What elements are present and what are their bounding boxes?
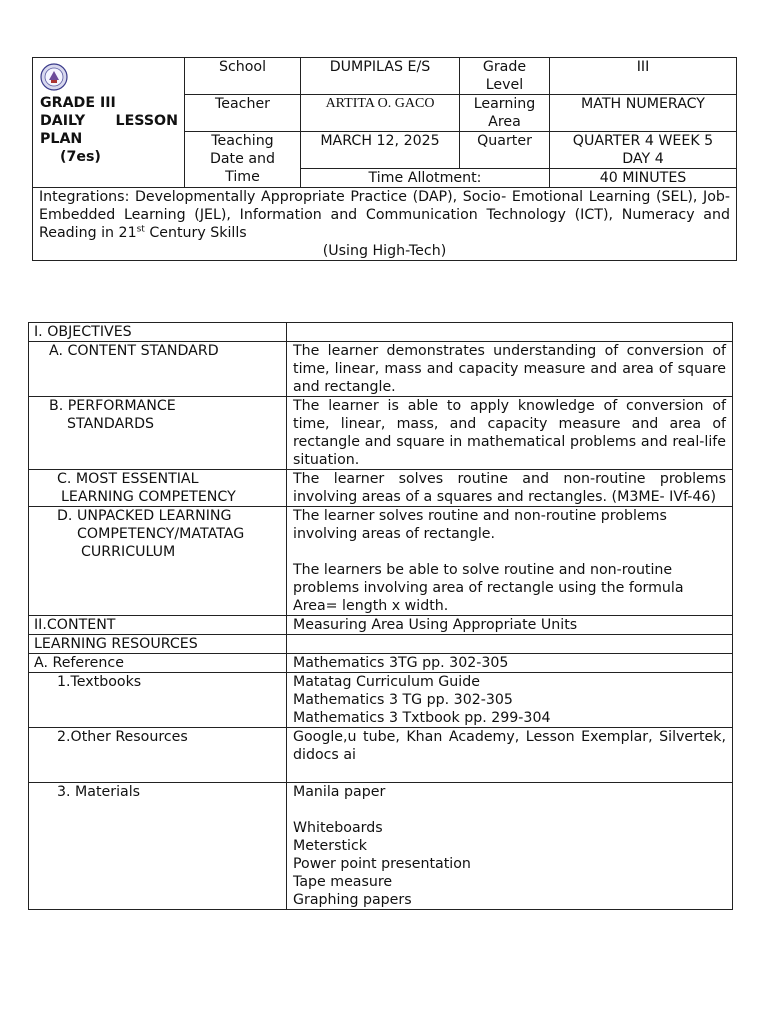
plan-table bbox=[28, 322, 733, 910]
grade-level-label bbox=[460, 58, 550, 95]
title-line4: (7es) bbox=[60, 149, 101, 165]
objectives-label: I. OBJECTIVES bbox=[29, 323, 287, 342]
lesson-plan-title bbox=[40, 94, 178, 166]
textbook-line: Mathematics 3 TG pp. 302-305 bbox=[293, 692, 513, 708]
material-item: Power point presentation bbox=[293, 856, 471, 872]
material-item: Whiteboards bbox=[293, 820, 383, 836]
spacer bbox=[293, 543, 726, 561]
teaching-date-value: MARCH 12, 2025 bbox=[301, 132, 460, 169]
teaching-date-label-line2: Date and bbox=[209, 151, 276, 167]
teacher-value: ARTITA O. GACO bbox=[301, 95, 460, 132]
title-line2a: DAILY bbox=[40, 113, 86, 129]
melc-label bbox=[29, 470, 287, 507]
title-line3: PLAN bbox=[40, 131, 83, 147]
learning-area-label-line1: Learning bbox=[473, 96, 536, 112]
unpacked-label-line3: CURRICULUM bbox=[81, 544, 176, 560]
material-item: Tape measure bbox=[293, 874, 393, 890]
performance-label bbox=[29, 397, 287, 470]
school-value: DUMPILAS E/S bbox=[301, 58, 460, 95]
reference-value: Mathematics 3TG pp. 302-305 bbox=[287, 654, 733, 673]
melc-label-line2: LEARNING COMPETENCY bbox=[61, 489, 236, 505]
time-allotment-label: Time Allotment: bbox=[301, 169, 550, 188]
melc-label-line1: C. MOST ESSENTIAL bbox=[57, 471, 199, 487]
title-line1: GRADE III bbox=[40, 95, 116, 111]
table-row bbox=[29, 397, 733, 470]
unpacked-text-1: The learner solves routine and non-routine problems involving areas of rectangle. bbox=[293, 508, 667, 542]
content-standard-label: A. CONTENT STANDARD bbox=[29, 342, 287, 397]
material-item: Manila paper bbox=[293, 784, 386, 800]
objectives-value bbox=[287, 323, 733, 342]
performance-label-line2: STANDARDS bbox=[67, 416, 155, 432]
integrations-sup: st bbox=[136, 224, 145, 235]
integrations-main: Integrations: Developmentally Appropriate Practice (DAP), Socio- Emotional Learning (SEL), Job-Embedded Learning (JEL), Information and Communication Technology (ICT), Numeracy and Reading in 21 bbox=[39, 189, 730, 241]
material-item: Meterstick bbox=[293, 838, 368, 854]
grade-level-label-line1: Grade bbox=[482, 59, 527, 75]
materials-value bbox=[287, 783, 733, 910]
table-row bbox=[29, 728, 733, 783]
quarter-label: Quarter bbox=[460, 132, 550, 169]
materials-label: 3. Materials bbox=[29, 783, 287, 910]
grade-level-label-line2: Level bbox=[485, 77, 524, 93]
school-label: School bbox=[185, 58, 301, 95]
title-line2 bbox=[40, 112, 178, 130]
textbooks-value bbox=[287, 673, 733, 728]
quarter-value-line2: DAY 4 bbox=[622, 151, 664, 167]
resources-value bbox=[287, 635, 733, 654]
integrations-text bbox=[39, 188, 730, 242]
other-resources-value: Google,u tube, Khan Academy, Lesson Exemplar, Silvertek, didocs ai bbox=[287, 728, 733, 783]
learning-area-label bbox=[460, 95, 550, 132]
quarter-value bbox=[550, 132, 737, 169]
unpacked-label bbox=[29, 507, 287, 616]
content-standard-text: The learner demonstrates understanding of conversion of time, linear, mass and capacity measure and area of square and rectangle. bbox=[287, 342, 733, 397]
table-row bbox=[29, 507, 733, 616]
unpacked-label-line2: COMPETENCY/MATATAG bbox=[77, 526, 245, 542]
performance-label-line1: B. PERFORMANCE bbox=[49, 398, 176, 414]
unpacked-text bbox=[287, 507, 733, 616]
quarter-value-line1: QUARTER 4 WEEK 5 bbox=[572, 133, 714, 149]
learning-area-label-line2: Area bbox=[488, 114, 521, 130]
reference-label: A. Reference bbox=[29, 654, 287, 673]
content-value: Measuring Area Using Appropriate Units bbox=[287, 616, 733, 635]
teaching-date-label-line1: Teaching bbox=[211, 133, 274, 149]
unpacked-label-line1: D. UNPACKED LEARNING bbox=[57, 508, 232, 524]
spacer bbox=[293, 801, 726, 819]
content-label: II.CONTENT bbox=[29, 616, 287, 635]
table-row bbox=[29, 616, 733, 635]
unpacked-text-2: The learners be able to solve routine and non-routine problems involving area of rectangle using the formula Area= length x width. bbox=[293, 562, 684, 614]
textbooks-label: 1.Textbooks bbox=[29, 673, 287, 728]
other-resources-label: 2.Other Resources bbox=[29, 728, 287, 783]
table-row bbox=[29, 654, 733, 673]
material-item: Graphing papers bbox=[293, 892, 412, 908]
integrations-note: (Using High-Tech) bbox=[322, 243, 447, 259]
integrations-cell bbox=[33, 188, 737, 261]
textbook-line: Mathematics 3 Txtbook pp. 299-304 bbox=[293, 710, 551, 726]
table-row bbox=[29, 783, 733, 910]
resources-label: LEARNING RESOURCES bbox=[29, 635, 287, 654]
teaching-date-label bbox=[185, 132, 301, 188]
table-row bbox=[29, 635, 733, 654]
table-row bbox=[29, 673, 733, 728]
title-line2b: LESSON bbox=[115, 113, 178, 129]
melc-text: The learner solves routine and non-routine problems involving areas of a squares and rectangles. (M3ME- IVf-46) bbox=[287, 470, 733, 507]
teaching-date-label-line3: Time bbox=[225, 169, 260, 185]
time-allotment-value: 40 MINUTES bbox=[550, 169, 737, 188]
performance-text: The learner is able to apply knowledge of conversion of time, linear, mass, and capacity measure and area of rectangle and square in mathematical problems and real-life situation. bbox=[287, 397, 733, 470]
table-row bbox=[29, 323, 733, 342]
teacher-label: Teacher bbox=[185, 95, 301, 132]
textbook-line: Matatag Curriculum Guide bbox=[293, 674, 480, 690]
grade-level-value: III bbox=[550, 58, 737, 95]
learning-area-value: MATH NUMERACY bbox=[550, 95, 737, 132]
table-row bbox=[29, 342, 733, 397]
table-row bbox=[29, 470, 733, 507]
integrations-tail: Century Skills bbox=[144, 225, 247, 241]
